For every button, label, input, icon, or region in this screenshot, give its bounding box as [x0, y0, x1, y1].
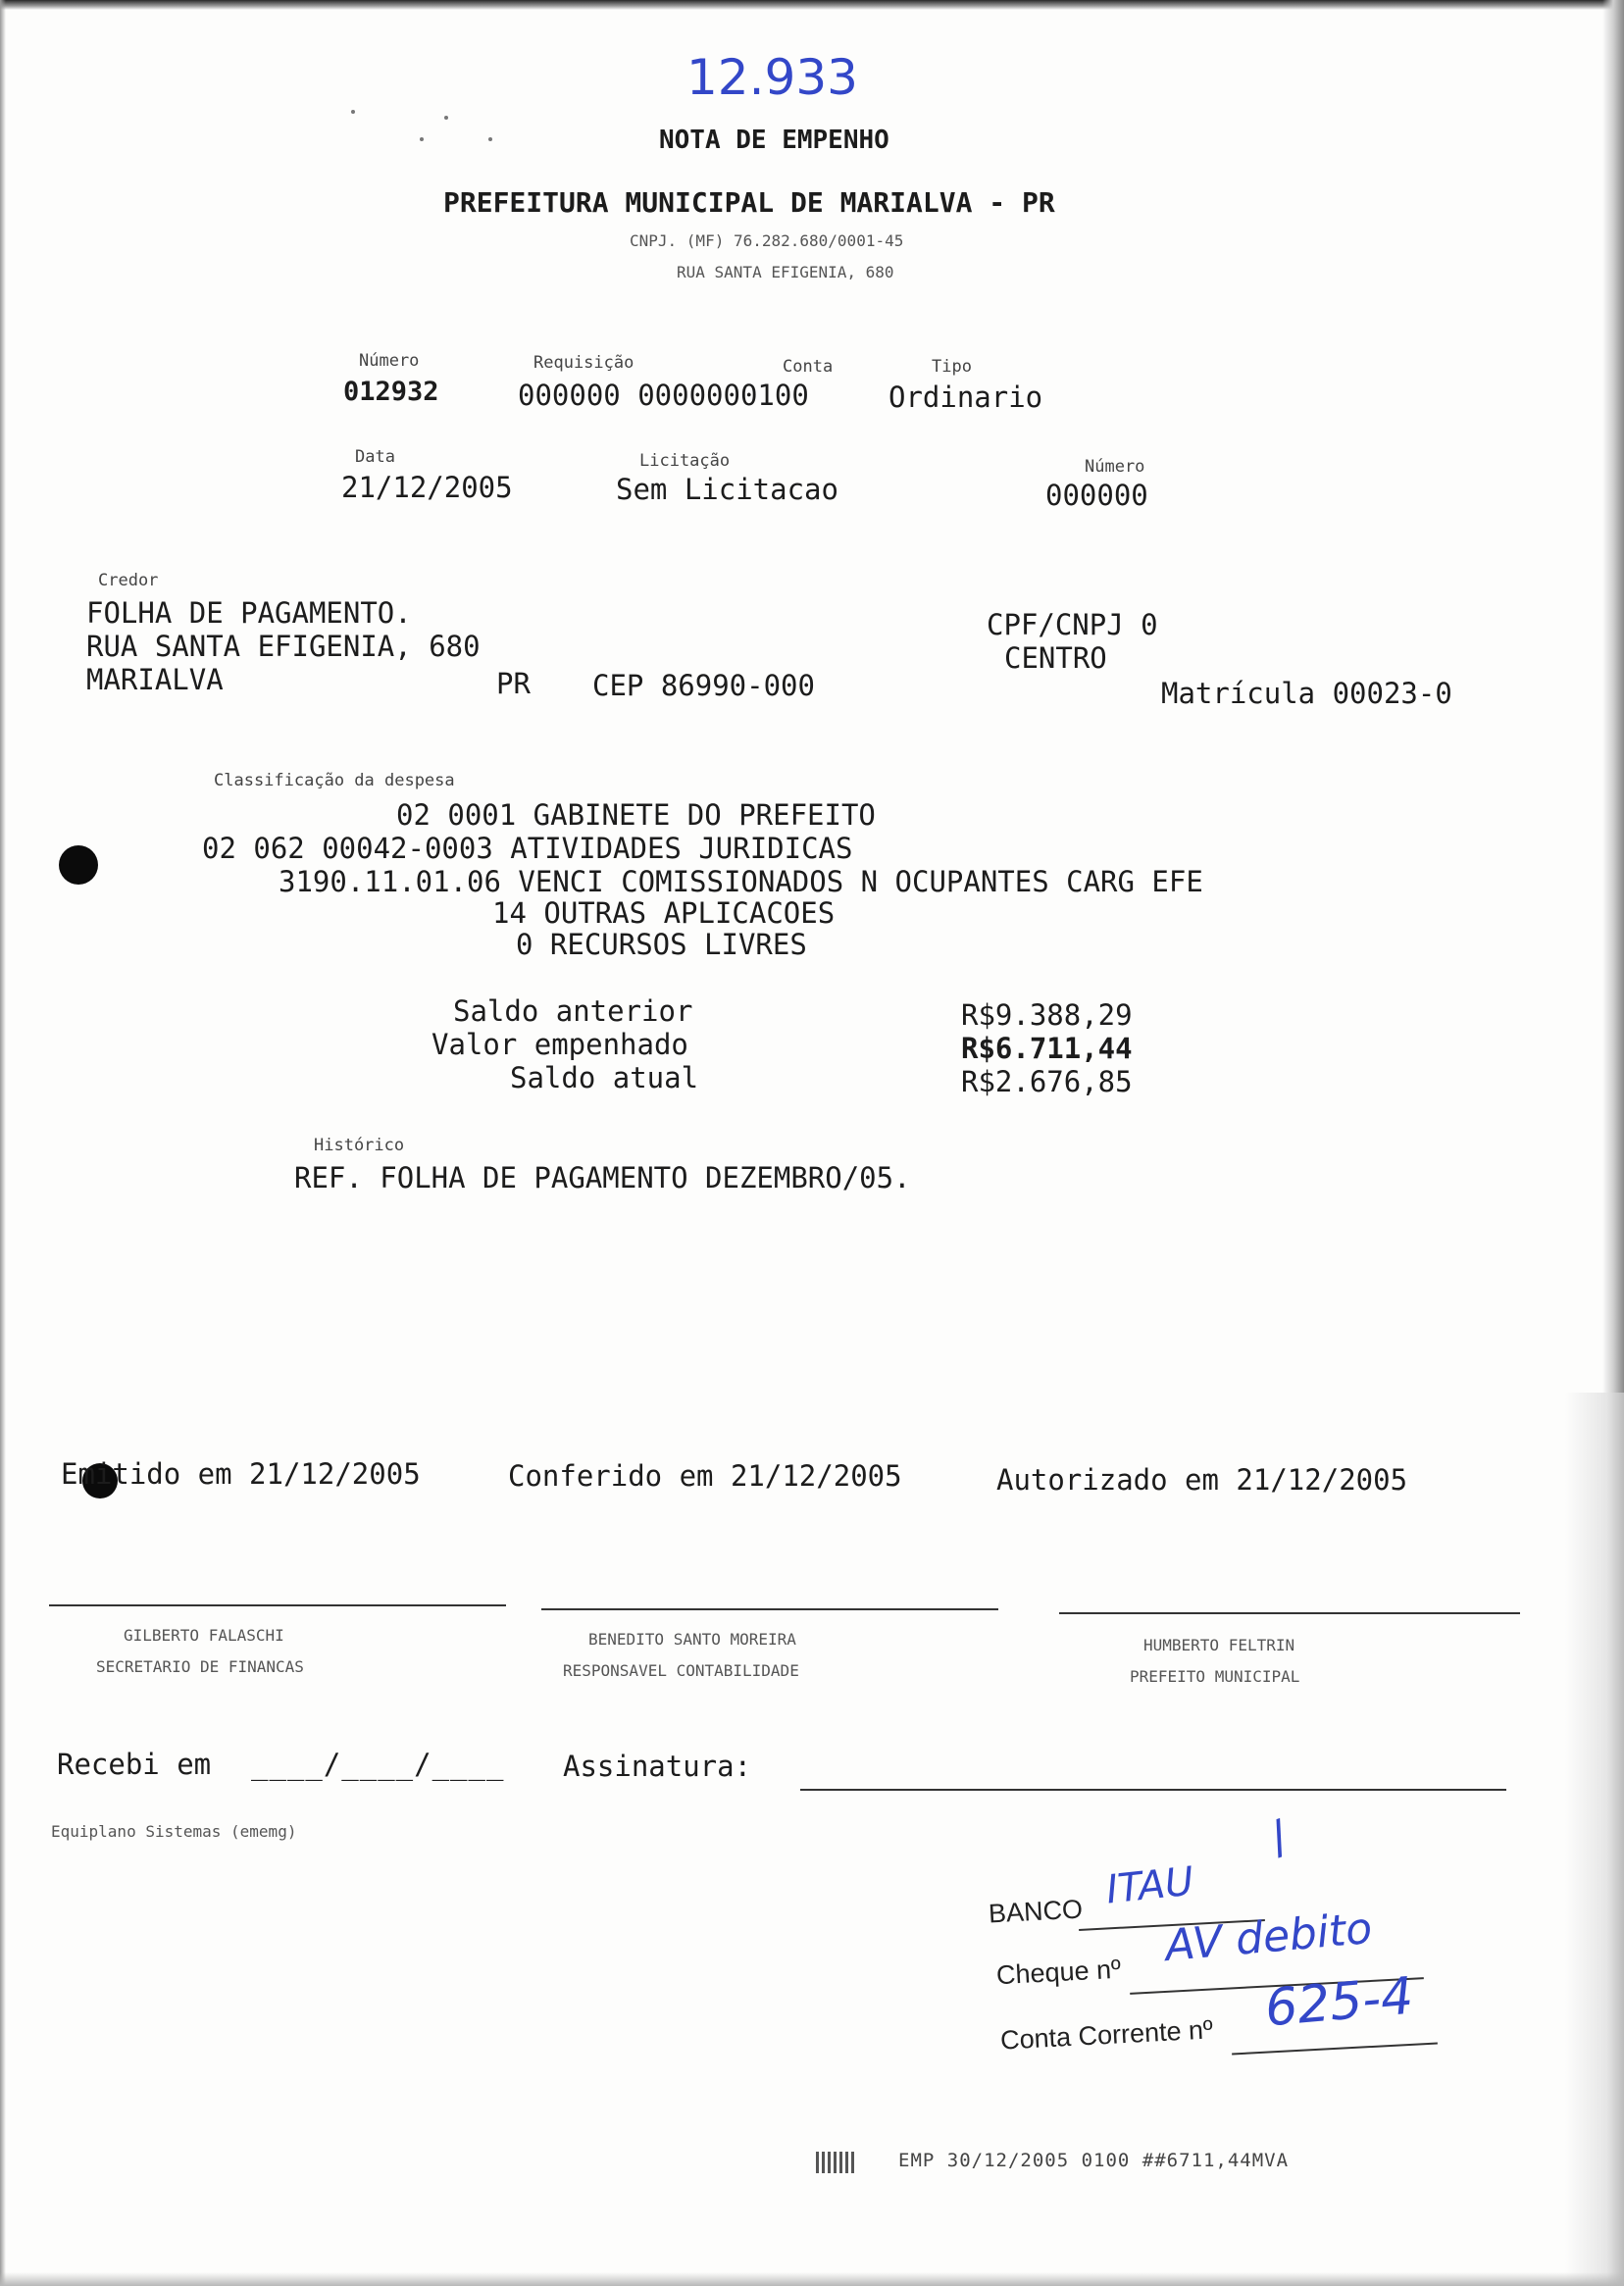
scan-speck [351, 110, 355, 114]
cheque-label: Cheque nº [995, 1954, 1122, 1991]
credor-matricula: Matrícula 00023-0 [1161, 677, 1452, 710]
credor-cep: CEP 86990-000 [592, 669, 815, 702]
classificacao-line: 3190.11.01.06 VENCI COMISSIONADOS N OCUPANTES CARG EFE [279, 865, 1203, 898]
software-footer: Equiplano Sistemas (ememg) [51, 1822, 297, 1841]
credor-state: PR [496, 667, 531, 700]
scan-edge-left [0, 0, 6, 2286]
punch-hole-top [59, 845, 98, 885]
conferido-em: Conferido em 21/12/2005 [508, 1459, 902, 1493]
saldo-anterior-label: Saldo anterior [453, 994, 693, 1028]
scan-edge-bottom [0, 2272, 1624, 2286]
credor-bairro: CENTRO [1004, 641, 1107, 675]
signature-line-1 [49, 1604, 506, 1606]
signer-3-role: PREFEITO MUNICIPAL [1130, 1667, 1300, 1686]
signer-1-name: GILBERTO FALASCHI [124, 1626, 284, 1645]
scan-speck [420, 137, 424, 141]
credor-name: FOLHA DE PAGAMENTO. [86, 596, 412, 630]
licitacao-label: Licitação [639, 451, 731, 471]
banco-value: ITAU [1103, 1858, 1196, 1913]
tipo-value: Ordinario [888, 381, 1043, 414]
saldo-atual-label: Saldo atual [510, 1061, 699, 1094]
recebi-label: Recebi em [57, 1748, 212, 1781]
data-label: Data [355, 447, 395, 467]
scan-speck [444, 116, 448, 120]
emitido-em: Emitido em 21/12/2005 [61, 1457, 421, 1491]
tipo-label: Tipo [932, 357, 972, 377]
saldo-anterior-value: R$9.388,29 [961, 998, 1133, 1032]
signer-3-name: HUMBERTO FELTRIN [1143, 1636, 1295, 1654]
classificacao-line: 02 0001 GABINETE DO PREFEITO [396, 798, 876, 832]
assinatura-label: Assinatura: [563, 1750, 752, 1783]
signer-2-role: RESPONSAVEL CONTABILIDADE [563, 1661, 799, 1680]
entity-name: PREFEITURA MUNICIPAL DE MARIALVA - PR [443, 186, 1055, 219]
requisicao-label: Requisição [533, 353, 634, 373]
handwritten-slash-mark: / [1262, 1808, 1295, 1865]
scan-speck [488, 137, 492, 141]
conta-corrente-label: Conta Corrente nº [999, 2014, 1214, 2056]
banco-label: BANCO [988, 1894, 1084, 1929]
signer-2-name: BENEDITO SANTO MOREIRA [588, 1630, 796, 1649]
saldo-atual-value: R$2.676,85 [961, 1065, 1133, 1098]
classificacao-line: 02 062 00042-0003 ATIVIDADES JURIDICAS [202, 832, 853, 865]
classificacao-line: 14 OUTRAS APLICACOES [492, 896, 836, 930]
recebi-date-blanks: ____/____/____ [251, 1748, 505, 1781]
autorizado-em: Autorizado em 21/12/2005 [996, 1463, 1408, 1497]
conta-label: Conta [783, 357, 834, 377]
conta-corrente-line [1232, 2043, 1438, 2056]
signature-line-3 [1059, 1612, 1520, 1614]
signature-line-2 [541, 1608, 998, 1610]
numero2-value: 000000 [1045, 479, 1148, 512]
data-value: 21/12/2005 [341, 471, 513, 504]
historico-text: REF. FOLHA DE PAGAMENTO DEZEMBRO/05. [294, 1161, 911, 1194]
scan-edge-top [0, 0, 1624, 10]
classificacao-label: Classificação da despesa [214, 771, 455, 790]
numero2-label: Número [1085, 457, 1145, 477]
machine-stamp-mark-icon [816, 2152, 855, 2173]
scan-shadow-right [1565, 1393, 1624, 2286]
entity-cnpj: CNPJ. (MF) 76.282.680/0001-45 [630, 231, 904, 250]
signer-1-role: SECRETARIO DE FINANCAS [96, 1657, 304, 1676]
valor-empenhado-value: R$6.711,44 [961, 1032, 1133, 1065]
credor-label: Credor [98, 571, 159, 590]
numero-label: Número [359, 351, 420, 371]
licitacao-value: Sem Licitacao [616, 473, 838, 506]
credor-city: MARIALVA [86, 663, 224, 696]
entity-address: RUA SANTA EFIGENIA, 680 [677, 263, 894, 281]
numero-value: 012932 [343, 377, 439, 407]
machine-stamp: EMP 30/12/2005 0100 ##6711,44MVA [898, 2150, 1290, 2171]
requisicao-conta-value: 000000 0000000100 [518, 379, 809, 412]
classificacao-line: 0 RECURSOS LIVRES [516, 928, 807, 961]
historico-label: Histórico [314, 1136, 405, 1155]
cheque-value: AV debito [1163, 1903, 1375, 1972]
document-title: NOTA DE EMPENHO [659, 126, 889, 155]
valor-empenhado-label: Valor empenhado [431, 1028, 688, 1061]
handwritten-number: 12.933 [686, 49, 858, 106]
credor-cpf-cnpj: CPF/CNPJ 0 [987, 608, 1158, 641]
assinatura-line [800, 1789, 1506, 1791]
credor-street: RUA SANTA EFIGENIA, 680 [86, 630, 481, 663]
conta-corrente-value: 625-4 [1262, 1966, 1416, 2039]
